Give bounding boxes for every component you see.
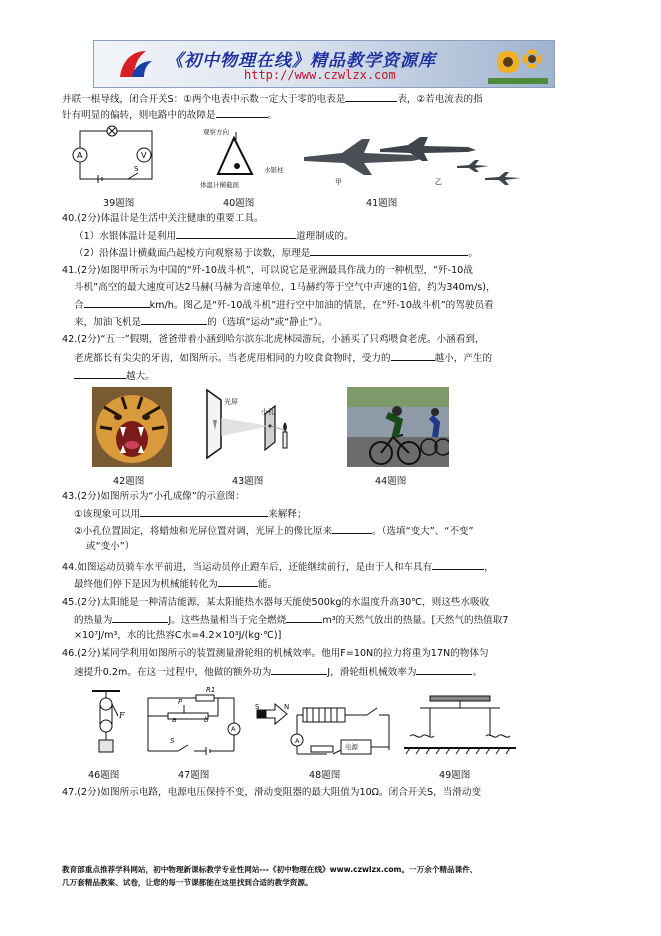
fig47-label-a: a bbox=[172, 716, 177, 724]
figure-47-circuit bbox=[138, 687, 248, 759]
q40-stem: 40.(2分)体温计是生活中关注健康的重要工具。 bbox=[62, 213, 264, 224]
text-segment: 来解释； bbox=[268, 509, 307, 520]
text-segment: 。 bbox=[472, 667, 483, 678]
answer-blank[interactable] bbox=[271, 664, 327, 675]
figure-40-thermometer bbox=[200, 128, 280, 188]
text-segment: J。这些热量相当于完全燃烧 bbox=[168, 615, 287, 626]
text-segment: 的（选填“运动”或“静止”）。 bbox=[207, 317, 328, 328]
text-segment: （1）水银体温计是利用 bbox=[74, 231, 177, 242]
fig47-label-r1: R1 bbox=[206, 686, 216, 694]
text-segment: 并联一根导线，闭合开关S：①两个电表中示数一定大于零的电表是 bbox=[62, 94, 346, 105]
fig47-label-b: b bbox=[204, 716, 209, 724]
answer-blank[interactable] bbox=[176, 228, 296, 239]
text-segment: 道理制成的。 bbox=[296, 231, 354, 242]
q42-line3 bbox=[74, 368, 155, 384]
fig48-label-ammeter: A bbox=[295, 737, 300, 745]
figure-43-pinhole bbox=[197, 386, 297, 461]
q45-line3: ×10⁷J/m³，水的比热容C水=4.2×10³J/(kg·℃)] bbox=[74, 630, 282, 641]
caption-48: 48题图 bbox=[309, 770, 341, 781]
q44-line1 bbox=[62, 559, 494, 575]
caption-44: 44题图 bbox=[375, 476, 407, 487]
fig47-label-s: S bbox=[170, 737, 175, 745]
q43-part2 bbox=[74, 523, 473, 539]
text-segment: 老虎都长有尖尖的牙齿，如图所示。当老虎用相同的力咬食食物时，受力的 bbox=[74, 353, 391, 364]
text-segment: ②小孔位置固定，将蜡烛和光屏位置对调，光屏上的像比原来 bbox=[74, 526, 333, 537]
fig48-label-n: N bbox=[284, 703, 290, 711]
answer-blank[interactable] bbox=[391, 350, 435, 361]
q45-line2 bbox=[74, 612, 508, 628]
text-segment: ， bbox=[484, 562, 494, 573]
answer-blank[interactable] bbox=[218, 576, 258, 587]
answer-blank[interactable] bbox=[286, 612, 322, 623]
q45-line1: 45.(2分)太阳能是一种清洁能源，某太阳能热水器每天能使500kg的水温度升高30℃，则这些水吸收 bbox=[62, 597, 490, 608]
q43-part1 bbox=[74, 506, 307, 522]
text-segment: 来，加油飞机是 bbox=[74, 317, 142, 328]
text-line bbox=[62, 107, 277, 123]
caption-41: 41题图 bbox=[366, 198, 398, 209]
q43-part3: 或“变小”） bbox=[86, 541, 135, 552]
answer-blank[interactable] bbox=[432, 559, 484, 570]
fig43-label-hole: 小孔 bbox=[261, 408, 275, 416]
q46-line2 bbox=[74, 664, 482, 680]
caption-49: 49题图 bbox=[439, 770, 471, 781]
q41-line2: 斗机”高空的最大速度可达2马赫(马赫为音速单位，1马赫约等于空气中声速的1倍，约为340m/s)， bbox=[74, 282, 496, 293]
figure-39-circuit bbox=[72, 125, 162, 185]
figure-44-cyclists-photo bbox=[347, 387, 449, 467]
answer-blank[interactable] bbox=[416, 664, 472, 675]
svg-text:A: A bbox=[77, 151, 83, 160]
footer-line: 几万套精品教案、试卷，让您的每一节课都能在这里找到合适的教学资源。 bbox=[62, 878, 313, 887]
answer-blank[interactable] bbox=[140, 506, 268, 517]
text-segment: 。 bbox=[267, 110, 278, 121]
q41-line1: 41.(2分)如图甲所示为中国的“歼-10战斗机”，可以说它是亚洲最具作战力的一种机型，“歼-10战 bbox=[62, 265, 473, 276]
answer-blank[interactable] bbox=[216, 107, 268, 118]
text-segment: ①该现象可以用 bbox=[74, 509, 141, 520]
svg-text:F: F bbox=[119, 711, 125, 720]
text-segment: （2）沿体温计横截面凸起棱方向观察易于读数，原理是 bbox=[74, 248, 311, 259]
q42-line2 bbox=[74, 350, 492, 366]
q41-line4 bbox=[74, 314, 328, 330]
q47-line1: 47.(2分)如图所示电路，电源电压保持不变，滑动变阻器的最大阻值为10Ω。闭合开关S，当滑动变 bbox=[62, 787, 482, 798]
q46-line1: 46.(2分)某同学利用如图所示的装置测量滑轮组的机械效率。他用F=10N的拉力将重为17N的物体匀 bbox=[62, 648, 489, 659]
q40-part1 bbox=[74, 228, 354, 244]
q43-stem: 43.(2分)如图所示为“小孔成像”的示意图： bbox=[62, 491, 245, 502]
q40-part2 bbox=[74, 245, 478, 261]
text-segment: m³的天然气放出的热量。[天然气的热值取7 bbox=[322, 615, 509, 626]
svg-text:V: V bbox=[141, 151, 147, 160]
answer-blank[interactable] bbox=[112, 612, 168, 623]
answer-blank[interactable] bbox=[310, 245, 468, 256]
text-segment: 。 bbox=[468, 248, 478, 259]
footer-line: 教育部重点推荐学科网站，初中物理新课标教学专业性网站---《初中物理在线》www.czwlzx.com。一万余个精品课件、 bbox=[62, 865, 478, 874]
answer-blank[interactable] bbox=[84, 297, 150, 308]
text-segment: 的热量为 bbox=[74, 615, 113, 626]
text-segment: J，滑轮组机械效率为 bbox=[327, 667, 417, 678]
page-footer bbox=[62, 863, 477, 889]
q42-line1: 42.(2分)“五一”假期，爸爸带着小涵到哈尔滨东北虎林园游玩，小涵买了只鸡喂食老虎。小涵看到， bbox=[62, 334, 485, 345]
answer-blank[interactable] bbox=[332, 523, 372, 534]
q44-line2 bbox=[74, 576, 277, 592]
text-segment: 。（选填“变大”、“不变” bbox=[372, 526, 474, 537]
answer-blank[interactable] bbox=[141, 314, 207, 325]
text-segment: 表，②若电流表的指 bbox=[397, 94, 483, 105]
fig41-label-right: 乙 bbox=[435, 178, 442, 186]
text-segment: km/h。图乙是“歼-10战斗机”进行空中加油的情景，在“歼-10战斗机”的驾驶员看 bbox=[149, 300, 494, 311]
caption-40: 40题图 bbox=[223, 198, 255, 209]
text-segment: 能。 bbox=[257, 579, 278, 590]
caption-46: 46题图 bbox=[88, 770, 120, 781]
banner-url: http://www.czwlzx.com bbox=[244, 68, 396, 82]
fig48-label-power: 电源 bbox=[345, 743, 358, 751]
caption-43: 43题图 bbox=[232, 476, 264, 487]
answer-blank[interactable] bbox=[345, 91, 397, 102]
fig47-label-p: P bbox=[178, 698, 183, 706]
figure-41b-fighters bbox=[455, 158, 525, 188]
fig48-label-s: S bbox=[255, 703, 260, 711]
figure-49-spring-setup bbox=[400, 692, 520, 757]
text-segment: 越大。 bbox=[126, 371, 155, 382]
svg-text:S: S bbox=[134, 165, 139, 173]
text-segment: 越小，产生的 bbox=[434, 353, 493, 364]
caption-42: 42题图 bbox=[113, 476, 145, 487]
caption-39: 39题图 bbox=[103, 198, 135, 209]
text-segment: 速提升0.2m。在这一过程中，他做的额外功为 bbox=[74, 667, 272, 678]
fig40-label-top: 观察方向 bbox=[203, 128, 229, 136]
fig40-label-left: 体温计横截面 bbox=[200, 181, 239, 189]
fig40-label-right: 水银柱 bbox=[264, 166, 284, 174]
text-segment: 44.如图运动员骑车水平前进，当运动员停止蹬车后，还能继续前行，是由于人和车具有 bbox=[62, 562, 433, 573]
figure-48-electromagnet bbox=[253, 690, 398, 762]
text-segment: 针有明显的偏转，则电路中的故障是 bbox=[62, 110, 216, 121]
text-segment: 最终他们停下是因为机械能转化为 bbox=[74, 579, 218, 590]
text-segment: 合 bbox=[74, 300, 84, 311]
answer-blank[interactable] bbox=[74, 368, 126, 379]
figure-42-tiger-photo bbox=[92, 387, 172, 467]
figure-46-pulley bbox=[90, 688, 130, 760]
fig43-label-screen: 光屏 bbox=[224, 398, 238, 406]
q41-line3 bbox=[74, 297, 494, 313]
text-line bbox=[62, 91, 483, 107]
fig47-label-ammeter: A bbox=[231, 725, 236, 733]
fig41-label-left: 甲 bbox=[335, 178, 342, 186]
caption-47: 47题图 bbox=[178, 770, 210, 781]
banner-title: 《初中物理在线》精品教学资源库 bbox=[166, 51, 436, 71]
